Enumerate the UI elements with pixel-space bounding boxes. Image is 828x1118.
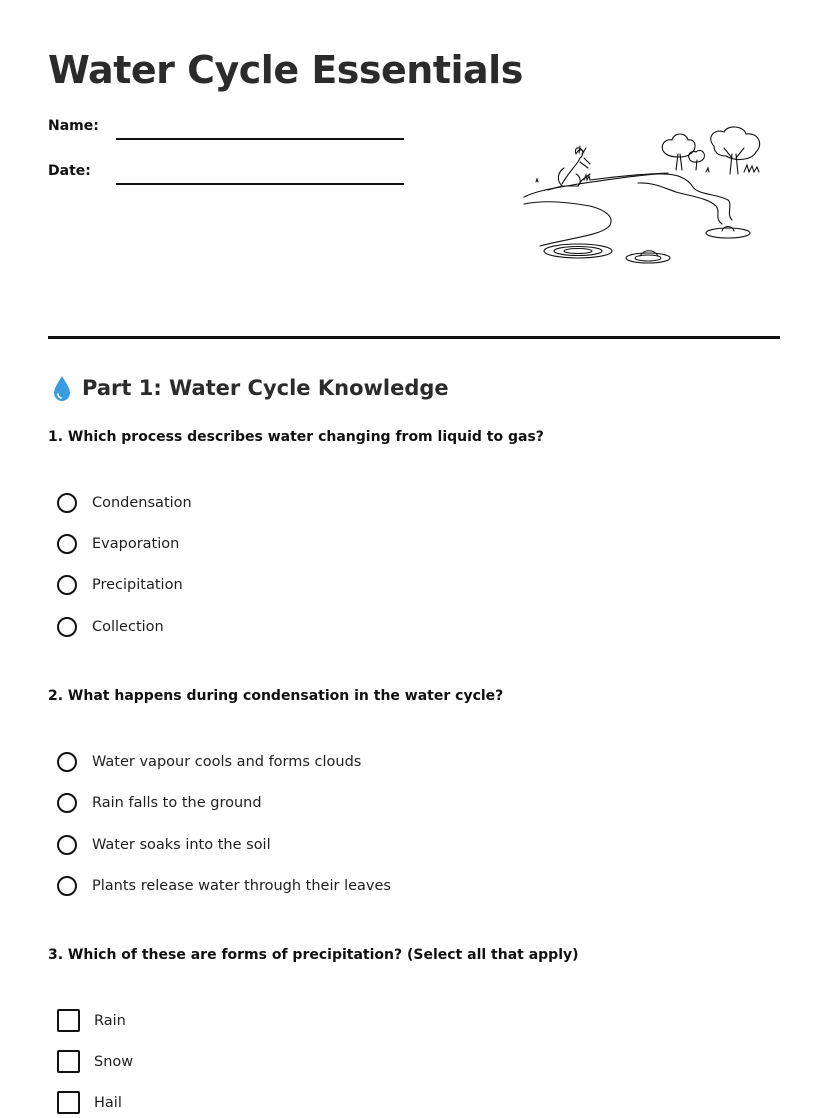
checkbox[interactable] [57,1009,80,1032]
q3-option-rain[interactable] [57,1009,126,1032]
option-label: Condensation [92,495,192,511]
q2-option-4[interactable] [57,876,391,896]
q2-option-2[interactable] [57,793,262,813]
option-label: Collection [92,619,164,635]
worksheet-title: Water Cycle Essentials [48,48,523,92]
option-label: Snow [94,1053,134,1070]
q1-option-evaporation[interactable] [57,534,179,554]
option-label: Evaporation [92,536,180,552]
option-label: Rain [94,1012,126,1029]
q1-option-collection[interactable] [57,617,164,637]
radio-button[interactable] [57,575,77,595]
name-label: Name: [48,118,99,134]
radio-button[interactable] [57,493,77,513]
radio-button[interactable] [57,835,77,855]
date-label: Date: [48,163,91,179]
q3-option-hail[interactable] [57,1091,122,1114]
name-field[interactable] [116,138,404,140]
section-header [52,374,449,402]
option-label: Water vapour cools and forms clouds [92,754,362,770]
option-label: Water soaks into the soil [92,837,271,853]
radio-button[interactable] [57,876,77,896]
question-1: 1. Which process describes water changing from liquid to gas? [48,429,544,445]
q1-option-precipitation[interactable] [57,575,183,595]
checkbox[interactable] [57,1091,80,1114]
q2-option-1[interactable] [57,752,361,772]
question-2: 2. What happens during condensation in the water cycle? [48,688,504,704]
radio-button[interactable] [57,534,77,554]
question-3: 3. Which of these are forms of precipitation? (Select all that apply) [48,947,579,963]
option-label: Hail [94,1094,122,1111]
landscape-illustration [518,124,772,272]
q3-option-snow[interactable] [57,1050,133,1073]
section-title: Part 1: Water Cycle Knowledge [82,376,449,400]
checkbox[interactable] [57,1050,80,1073]
section-divider [48,336,780,339]
radio-button[interactable] [57,752,77,772]
radio-button[interactable] [57,793,77,813]
water-drop-icon [52,374,72,402]
date-field[interactable] [116,183,404,185]
q2-option-3[interactable] [57,835,271,855]
radio-button[interactable] [57,617,77,637]
q1-option-condensation[interactable] [57,493,192,513]
option-label: Precipitation [92,577,183,593]
option-label: Plants release water through their leaves [92,878,391,894]
option-label: Rain falls to the ground [92,795,262,811]
